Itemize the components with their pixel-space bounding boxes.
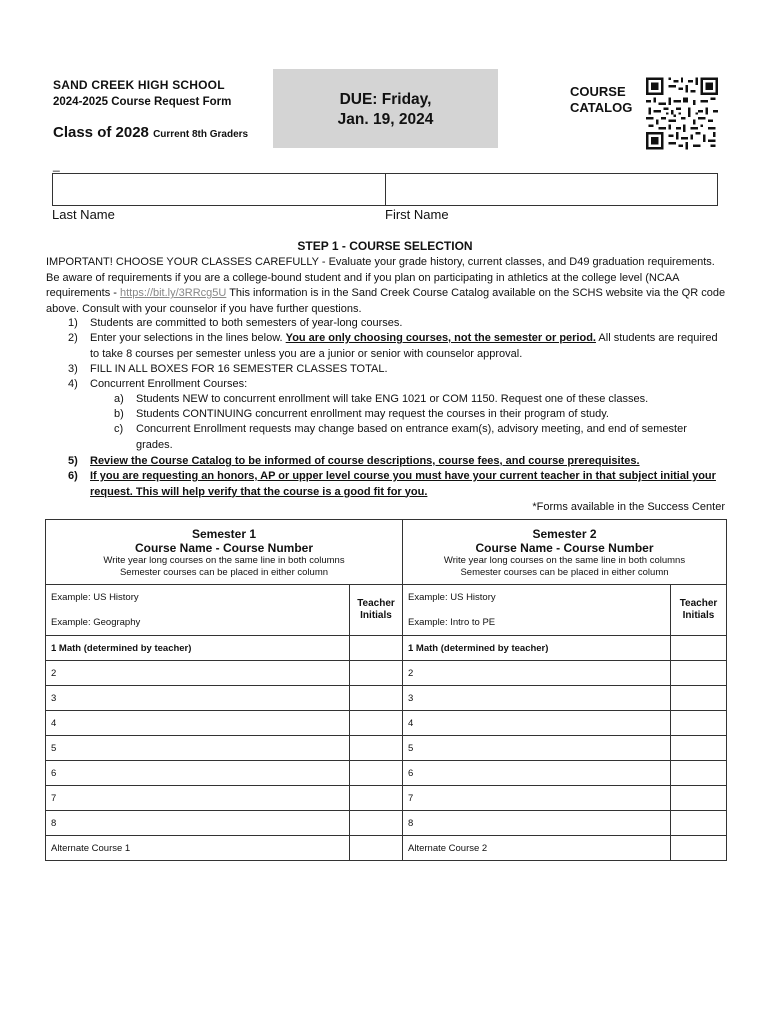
teacher-initials-header [350,585,403,636]
instruction-line: Write year long courses on the same line in both columns [443,555,686,566]
teacher-initials-header [671,585,727,636]
due-date-box [273,69,498,148]
list-item [68,454,726,470]
list-text-c: All students are required to take 8 courses per semester unless you are a junior or senior with counselor approval. [90,332,718,360]
table-row [46,661,727,686]
teacher-label: Teacher [357,598,395,609]
course-cell[interactable]: 8 [46,811,350,836]
initials-cell[interactable] [350,786,403,811]
course-request-table [45,519,727,861]
course-catalog-label [570,84,632,116]
course-cell[interactable]: Alternate Course 1 [46,836,350,861]
list-item [68,469,718,500]
step-title: STEP 1 - COURSE SELECTION [297,239,473,253]
table-row [46,811,727,836]
course-cell[interactable]: 7 [403,786,671,811]
list-text-a: Enter your selections in the lines below. [90,332,286,344]
due-line-2: Jan. 19, 2024 [337,111,434,128]
list-number: 6) [68,470,78,482]
course-cell[interactable]: Alternate Course 2 [403,836,671,861]
intro-text-a: IMPORTANT! CHOOSE YOUR CLASSES CAREFULLY - Evaluate your grade history, current classes, and D49 graduation requirements. Be aware of requirements if you are a college-bound student and if you plan on participating in athletics at the college level (NCAA requirements - [46,256,715,299]
last-name-input[interactable] [53,174,385,205]
list-text: Review the Course Catalog to be informed of course descriptions, course fees, and course prerequisites. [90,455,640,467]
list-subitem [114,392,714,408]
initials-cell[interactable] [350,761,403,786]
course-cell[interactable]: 3 [403,686,671,711]
initials-cell[interactable] [671,811,727,836]
intro-text-b: This information is in the Sand Creek Course Catalog available on the SCHS website via the QR code above. Consult with your counselor if you have further questions. [46,287,726,315]
list-letter: b) [114,408,124,420]
initials-cell[interactable] [671,736,727,761]
class-subtitle: Current 8th Graders [153,129,249,140]
list-text: If you are requesting an honors, AP or upper level course you must have your current teacher in that subject initial your request. This will help verify that the course is a good fit for you. [90,470,716,498]
table-row [46,636,727,661]
list-item [68,377,726,393]
initials-label: Initials [682,610,715,621]
list-item [68,331,726,362]
catalog-line-2: CATALOG [570,100,633,115]
course-cell[interactable]: 6 [46,761,350,786]
semester-1-header [46,520,403,585]
table-row [46,836,727,861]
course-cell[interactable]: 8 [403,811,671,836]
table-row [46,686,727,711]
initials-cell[interactable] [350,711,403,736]
course-cell[interactable]: 2 [46,661,350,686]
list-letter: c) [114,423,124,435]
course-cell[interactable]: 7 [46,786,350,811]
form-title: 2024-2025 Course Request Form [53,96,232,108]
instruction-line: Write year long courses on the same line in both columns [103,555,345,566]
instruction-line: Semester courses can be placed in either column [460,567,669,578]
list-text: Students NEW to concurrent enrollment will take ENG 1021 or COM 1150. Request one of these classes. [136,393,649,405]
table-row [46,786,727,811]
list-text: Students CONTINUING concurrent enrollment may request the courses in their program of study. [136,408,609,420]
list-text: Students are committed to both semesters of year-long courses. [90,317,403,329]
course-cell[interactable]: 4 [46,711,350,736]
list-number: 5) [68,455,78,467]
course-cell[interactable]: 5 [403,736,671,761]
example-cell: Example: Geography [46,610,350,636]
initials-cell[interactable] [350,636,403,661]
qr-code-icon[interactable] [646,77,718,150]
ncaa-link[interactable]: https://bit.ly/3RRcg5U [119,287,227,299]
course-name-header: Course Name - Course Number [134,541,314,555]
course-cell[interactable]: 5 [46,736,350,761]
list-number: 3) [68,363,78,375]
list-number: 1) [68,317,78,329]
semester-2-header [403,520,727,585]
list-item [68,362,726,378]
instruction-line: Semester courses can be placed in either column [119,567,329,578]
name-fields-box [52,173,718,206]
table-row [46,711,727,736]
school-name: SAND CREEK HIGH SCHOOL [53,78,225,92]
example-cell: Example: Intro to PE [403,610,671,636]
class-of [53,124,248,141]
first-name-label: First Name [385,207,449,222]
list-number: 4) [68,378,78,390]
list-subitem [114,407,714,423]
list-number: 2) [68,332,78,344]
list-item [68,316,726,332]
class-year: Class of 2028 [53,124,149,141]
blank-line-marker: _ [53,158,60,172]
table-row [46,736,727,761]
table-row [46,761,727,786]
course-cell[interactable]: 3 [46,686,350,711]
initials-cell[interactable] [671,836,727,861]
initials-cell[interactable] [671,661,727,686]
initials-cell[interactable] [671,636,727,661]
course-cell[interactable]: 2 [403,661,671,686]
example-cell: Example: US History [403,585,671,611]
initials-cell[interactable] [671,686,727,711]
semester-2-title: Semester 2 [532,527,597,541]
course-cell[interactable]: 4 [403,711,671,736]
teacher-label: Teacher [679,598,718,609]
semester-1-title: Semester 1 [191,527,257,541]
initials-cell[interactable] [350,811,403,836]
initials-cell[interactable] [350,661,403,686]
last-name-label: Last Name [52,207,115,222]
course-cell[interactable]: 6 [403,761,671,786]
initials-cell[interactable] [671,761,727,786]
course-cell[interactable]: 1 Math (determined by teacher) [46,636,350,661]
initials-cell[interactable] [350,736,403,761]
initials-cell[interactable] [350,836,403,861]
intro-paragraph [46,255,726,317]
list-subitem [114,422,714,453]
catalog-line-1: COURSE [570,84,626,99]
first-name-input[interactable] [386,174,717,205]
course-name-header: Course Name - Course Number [475,541,654,555]
initials-cell[interactable] [350,686,403,711]
list-text [90,331,726,362]
forms-note: *Forms available in the Success Center [532,501,725,513]
course-cell[interactable]: 1 Math (determined by teacher) [403,636,671,661]
due-line-1: DUE: Friday, [339,91,432,108]
example-cell: Example: US History [46,585,350,611]
initials-cell[interactable] [671,786,727,811]
initials-cell[interactable] [671,711,727,736]
list-letter: a) [114,393,124,405]
list-text-emphasis: You are only choosing courses, not the semester or period. [285,332,596,344]
list-text: Concurrent Enrollment requests may change based on entrance exam(s), advisory meeting, and end of semester grades. [136,423,687,451]
initials-label: Initials [360,610,392,621]
list-text: Concurrent Enrollment Courses: [90,378,248,390]
list-text: FILL IN ALL BOXES FOR 16 SEMESTER CLASSES TOTAL. [90,363,388,375]
